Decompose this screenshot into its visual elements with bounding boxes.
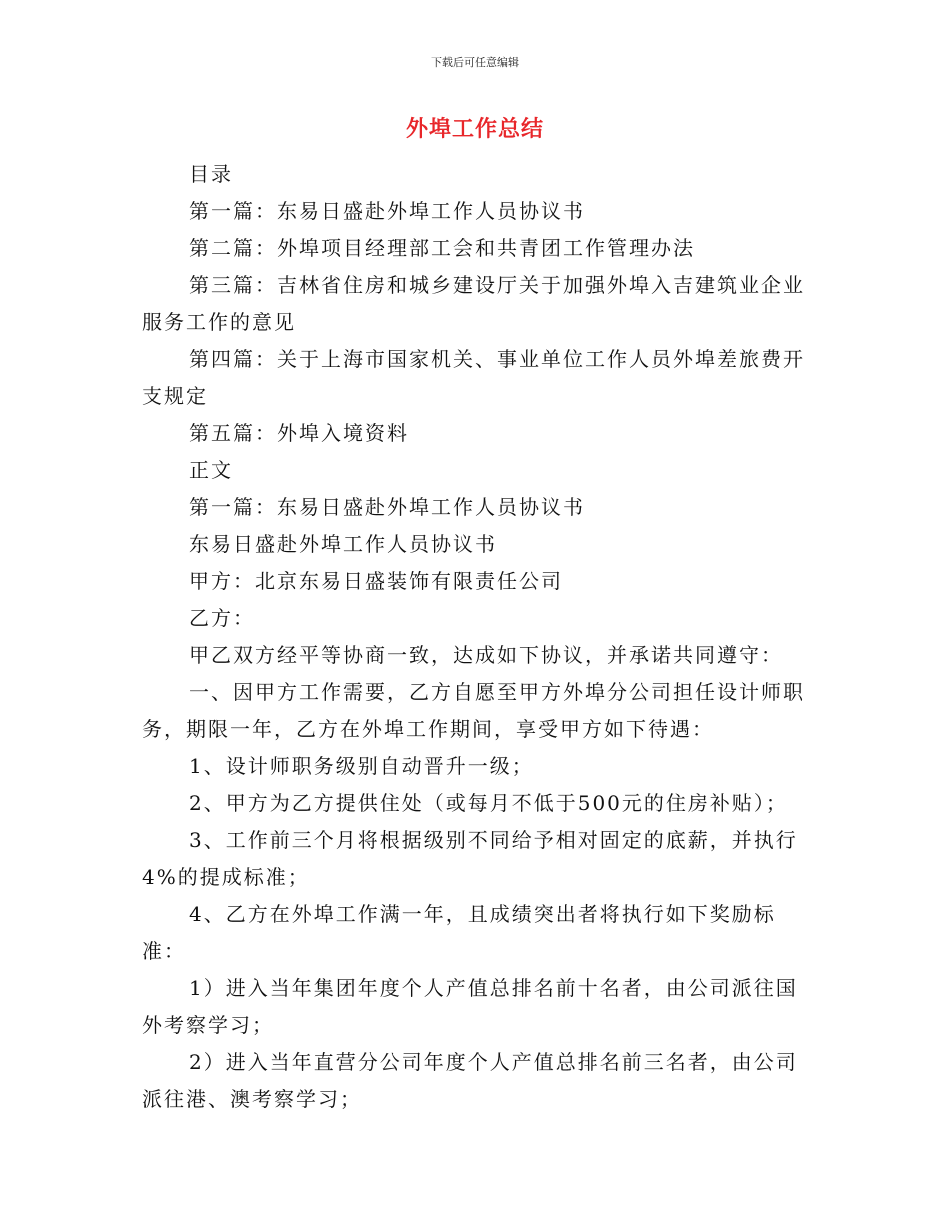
toc-heading: 目录 — [189, 162, 233, 186]
toc-item-3: 第三篇：吉林省住房和城乡建设厅关于加强外埠入吉建筑业企业服务工作的意见 — [142, 273, 805, 334]
party-a: 甲方：北京东易日盛装饰有限责任公司 — [189, 569, 563, 593]
reward-2: 2）进入当年直营分公司年度个人产值总排名前三名者，由公司派往港、澳考察学习； — [142, 1050, 798, 1111]
toc-item-4: 第四篇：关于上海市国家机关、事业单位工作人员外埠差旅费开支规定 — [142, 347, 805, 408]
toc-item-5: 第五篇：外埠入境资料 — [189, 421, 409, 445]
agreement-intro: 甲乙双方经平等协商一致，达成如下协议，并承诺共同遵守： — [189, 643, 783, 667]
document-body — [142, 156, 810, 1118]
header-note: 下载后可任意编辑 — [431, 56, 519, 69]
toc-item-2: 第二篇：外埠项目经理部工会和共青团工作管理办法 — [189, 236, 695, 260]
benefit-1: 1、设计师职务级别自动晋升一级； — [189, 754, 534, 778]
body-heading: 正文 — [189, 458, 233, 482]
document-title: 外埠工作总结 — [405, 117, 544, 142]
clause-1: 一、因甲方工作需要，乙方自愿至甲方外埠分公司担任设计师职务，期限一年，乙方在外埠工作期间，享受甲方如下待遇： — [142, 680, 805, 741]
reward-1: 1）进入当年集团年度个人产值总排名前十名者，由公司派往国外考察学习； — [142, 976, 798, 1037]
section-heading: 第一篇：东易日盛赴外埠工作人员协议书 — [189, 495, 585, 519]
toc-item-1: 第一篇：东易日盛赴外埠工作人员协议书 — [189, 199, 585, 223]
benefit-4: 4、乙方在外埠工作满一年，且成绩突出者将执行如下奖励标准： — [142, 902, 776, 963]
benefit-3: 3、工作前三个月将根据级别不同给予相对固定的底薪，并执行4%的提成标准； — [142, 828, 798, 889]
party-b: 乙方： — [189, 606, 255, 630]
agreement-title: 东易日盛赴外埠工作人员协议书 — [189, 532, 497, 556]
benefit-2: 2、甲方为乙方提供住处（或每月不低于500元的住房补贴）； — [189, 791, 788, 815]
